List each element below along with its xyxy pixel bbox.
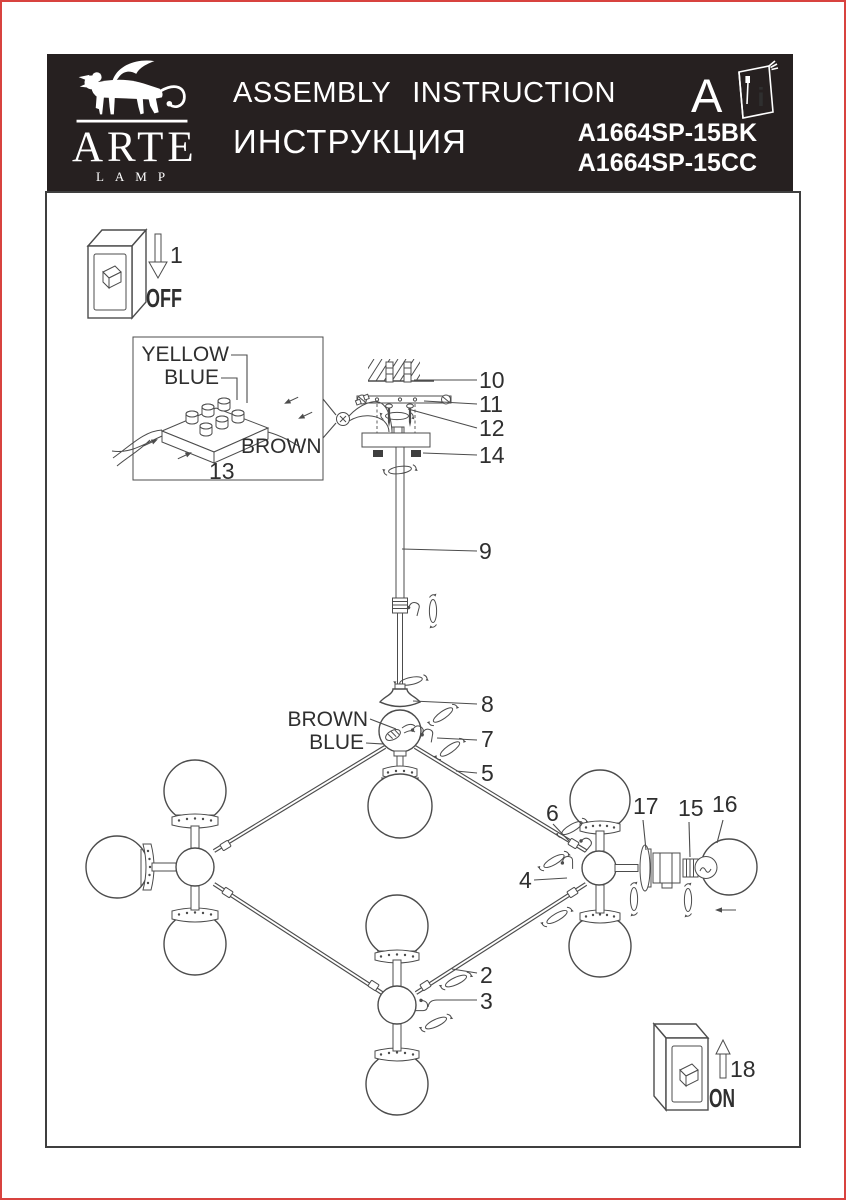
central-hub: [368, 710, 432, 838]
part-label-17: 17: [633, 793, 659, 819]
revision-letter: A: [691, 69, 723, 122]
part-label-13: 13: [209, 458, 235, 484]
model-number-1: A1664SP-15BK: [577, 119, 757, 147]
part-label-4: 4: [519, 867, 532, 893]
part-label-10: 10: [479, 367, 505, 393]
push-arrow-icon: [715, 907, 736, 912]
suspension-rod: [380, 447, 437, 707]
arrow-down-icon: [149, 234, 167, 278]
part-label-3: 3: [480, 988, 493, 1014]
hub-wire-label-brown: BROWN: [287, 708, 368, 731]
brand-name: ARTE: [72, 124, 198, 171]
switch-on-label: ON: [709, 1083, 735, 1113]
wire-label-brown: BROWN: [241, 435, 322, 458]
part-label-1: 1: [170, 242, 183, 268]
model-number-2: A1664SP-15CC: [577, 149, 757, 177]
arrow-up-icon: [716, 1040, 730, 1078]
title-english: ASSEMBLY INSTRUCTION: [233, 77, 616, 109]
wire-junction: [337, 413, 350, 426]
part-label-8: 8: [481, 691, 494, 717]
wire-label-yellow: YELLOW: [141, 343, 229, 366]
ceiling: [349, 359, 451, 457]
socket-flange: [640, 845, 651, 891]
bulb: [683, 857, 717, 879]
lock-nut: [411, 450, 421, 457]
glass-globe: [368, 774, 432, 838]
glass-globe: [366, 1053, 428, 1115]
rod-cone: [380, 684, 420, 707]
part-label-2: 2: [480, 962, 493, 988]
part-label-18: 18: [730, 1056, 756, 1082]
arm-hub: [378, 986, 416, 1024]
info-icon: i: [757, 82, 765, 112]
glass-globe: [164, 760, 226, 822]
lock-nut: [373, 450, 383, 457]
power-switch-off: [88, 230, 146, 318]
arm-hub: [176, 848, 214, 886]
diagram-frame: [46, 192, 800, 1147]
wire-label-blue: BLUE: [164, 366, 219, 389]
title-russian: ИНСТРУКЦИЯ: [233, 123, 467, 160]
switch-off-label: OFF: [146, 283, 182, 313]
part-label-16: 16: [712, 791, 738, 817]
rod-coupler: [393, 598, 408, 613]
arm-hub: [582, 851, 616, 885]
part-label-15: 15: [678, 795, 704, 821]
left-cluster: [86, 760, 226, 975]
mounting-bracket: [357, 395, 451, 404]
hub-wire-label-blue: BLUE: [309, 731, 364, 754]
wall-anchor: [386, 362, 411, 382]
part-label-12: 12: [479, 415, 505, 441]
part-label-11: 11: [479, 391, 503, 417]
wiring-inset: [112, 337, 323, 484]
socket-body: [653, 853, 680, 888]
part-label-6: 6: [546, 800, 559, 826]
part-label-7: 7: [481, 726, 494, 752]
part-label-9: 9: [479, 538, 492, 564]
part-label-5: 5: [481, 760, 494, 786]
canopy: [362, 427, 430, 447]
bottom-cluster: [366, 895, 428, 1115]
glass-globe: [86, 836, 148, 898]
brand-subname: LAMP: [95, 169, 177, 184]
glass-globe: [569, 915, 631, 977]
part-label-14: 14: [479, 442, 505, 468]
glass-globe: [366, 895, 428, 957]
power-switch-on: [654, 1024, 708, 1110]
